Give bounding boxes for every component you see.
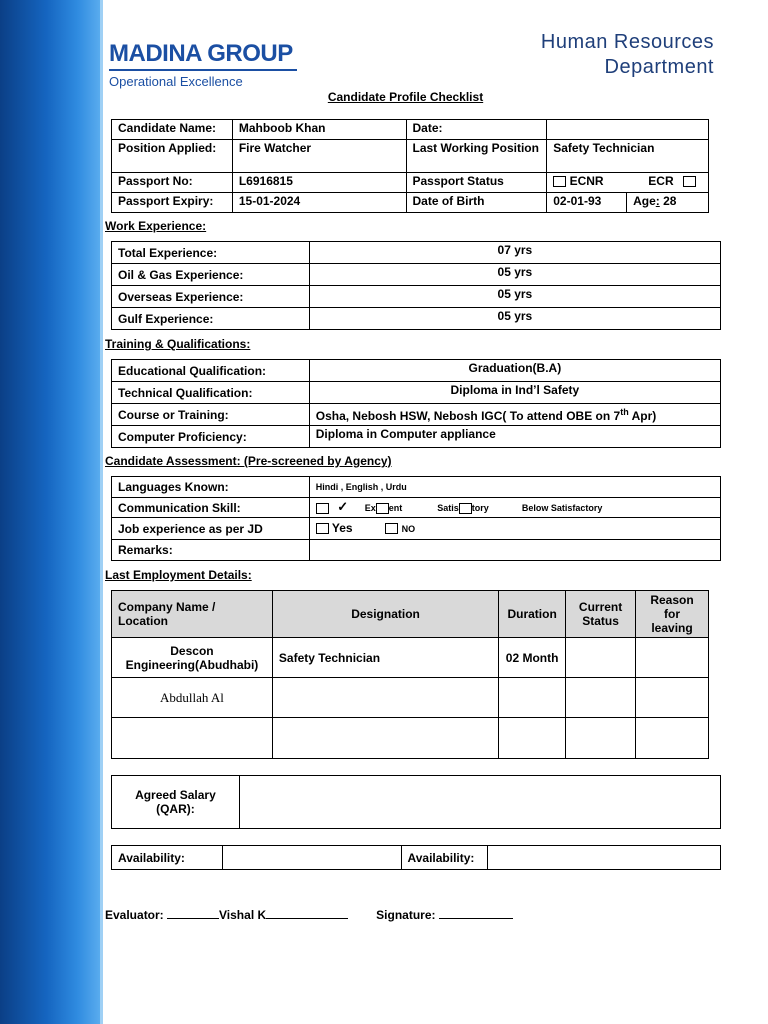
jd-options (309, 518, 720, 540)
oilgas-exp-label: Oil & Gas Experience: (112, 264, 310, 286)
candidate-name-value: Mahboob Khan (232, 120, 406, 140)
document-title: Candidate Profile Checklist (327, 90, 484, 104)
row2-designation (272, 678, 498, 718)
passport-label: Passport No: (112, 173, 233, 193)
availability-label-1: Availability: (112, 846, 223, 870)
ecnr-checkbox[interactable] (553, 176, 566, 187)
salary-label: Agreed Salary (QAR): (112, 776, 240, 829)
ecr-checkbox[interactable] (683, 176, 696, 187)
age-cell (627, 193, 709, 213)
row2-company-handwritten: Abdullah Al (112, 678, 273, 718)
course-sup: th (620, 407, 629, 417)
dob-value: 02-01-93 (547, 193, 627, 213)
oilgas-exp-value: 05 yrs (309, 264, 720, 286)
col-company: Company Name / Location (112, 591, 273, 638)
employment-table (111, 590, 709, 759)
age-label: Age (633, 194, 656, 208)
availability-value-2 (488, 846, 721, 870)
assessment-table (111, 476, 721, 561)
comm-checkbox-1[interactable] (316, 503, 329, 514)
signature-label: Signature: (376, 908, 439, 922)
department-line2: Department (604, 56, 714, 78)
comm-skill-label: Communication Skill: (112, 498, 310, 518)
course-text-end: Apr) (628, 409, 657, 423)
col-duration: Duration (499, 591, 566, 638)
age-colon: : (655, 194, 660, 208)
row1-duration: 02 Month (499, 638, 566, 678)
training-table (111, 359, 721, 448)
last-position-label: Last Working Position (406, 140, 547, 173)
row3-duration (499, 718, 566, 759)
department-line1: Human Resources (540, 31, 714, 53)
remarks-value (309, 540, 720, 561)
last-position-value: Safety Technician (547, 140, 709, 173)
gulf-exp-label: Gulf Experience: (112, 308, 310, 330)
row3-reason (636, 718, 709, 759)
candidate-info-table (111, 119, 709, 213)
work-experience-heading: Work Experience: (105, 219, 207, 233)
computer-value: Diploma in Computer appliance (309, 426, 720, 448)
row1-reason (636, 638, 709, 678)
col-current-status: Current Status (566, 591, 636, 638)
row1-designation: Safety Technician (272, 638, 498, 678)
col-reason: Reason for leaving (636, 591, 709, 638)
availability-table (111, 845, 721, 870)
row3-company (112, 718, 273, 759)
salary-value (239, 776, 720, 829)
row1-status (566, 638, 636, 678)
age-value: 28 (663, 194, 677, 208)
evaluator-name: Vishal K (219, 908, 267, 922)
check-icon: ✓ (337, 499, 349, 514)
overseas-exp-value: 05 yrs (309, 286, 720, 308)
overseas-exp-label: Overseas Experience: (112, 286, 310, 308)
course-label: Course or Training: (112, 404, 310, 426)
logo-underline (109, 69, 297, 71)
row1-company: Descon Engineering(Abudhabi) (112, 638, 273, 678)
passport-status-options (547, 173, 709, 193)
company-name: MADINA GROUP (109, 40, 293, 67)
edu-label: Educational Qualification: (112, 360, 310, 382)
no-checkbox[interactable] (385, 523, 398, 534)
remarks-label: Remarks: (112, 540, 310, 561)
yes-checkbox[interactable] (316, 523, 329, 534)
col-designation: Designation (272, 591, 498, 638)
assessment-heading: Candidate Assessment: (Pre-screened by Agency) (105, 454, 392, 468)
yes-label: Yes (331, 521, 353, 535)
satisfactory-checkbox[interactable] (459, 503, 472, 514)
candidate-name-label: Candidate Name: (112, 120, 233, 140)
course-value (309, 404, 720, 426)
comm-skill-options (309, 498, 720, 518)
date-value (547, 120, 709, 140)
languages-value: Hindi , English , Urdu (309, 477, 720, 498)
no-label: NO (401, 524, 416, 534)
total-exp-value: 07 yrs (309, 242, 720, 264)
languages-label: Languages Known: (112, 477, 310, 498)
department-title (541, 30, 714, 80)
employment-heading: Last Employment Details: (105, 568, 252, 582)
satisfactory-b: tory (471, 503, 489, 513)
excellent-a: Ex (364, 503, 376, 513)
row2-status (566, 678, 636, 718)
expiry-value: 15-01-2024 (232, 193, 406, 213)
satisfactory-a: Satis (437, 503, 459, 513)
work-experience-table (111, 241, 721, 330)
company-tagline: Operational Excellence (109, 74, 243, 89)
passport-status-label: Passport Status (406, 173, 547, 193)
position-value: Fire Watcher (232, 140, 406, 173)
ecr-label: ECR (648, 174, 674, 188)
below-satisfactory: Below Satisfactory (521, 503, 603, 513)
excellent-checkbox[interactable] (376, 503, 389, 514)
salary-table (111, 775, 721, 829)
expiry-label: Passport Expiry: (112, 193, 233, 213)
blue-sidebar-band (0, 0, 103, 1024)
footer-signoff (105, 908, 513, 922)
row2-duration (499, 678, 566, 718)
edu-value: Graduation(B.A) (309, 360, 720, 382)
excellent-b: ent (388, 503, 403, 513)
total-exp-label: Total Experience: (112, 242, 310, 264)
training-heading: Training & Qualifications: (105, 337, 251, 351)
course-text: Osha, Nebosh HSW, Nebosh IGC( To attend OBE on 7 (315, 409, 621, 423)
passport-value: L6916815 (232, 173, 406, 193)
availability-value-1 (222, 846, 401, 870)
tech-label: Technical Qualification: (112, 382, 310, 404)
evaluator-label: Evaluator: (105, 908, 168, 922)
position-label: Position Applied: (112, 140, 233, 173)
dob-label: Date of Birth (406, 193, 547, 213)
jd-label: Job experience as per JD (112, 518, 310, 540)
tech-value: Diploma in Ind’l Safety (309, 382, 720, 404)
row3-status (566, 718, 636, 759)
row2-reason (636, 678, 709, 718)
row3-designation (272, 718, 498, 759)
company-logo (109, 40, 297, 89)
gulf-exp-value: 05 yrs (309, 308, 720, 330)
date-label: Date: (406, 120, 547, 140)
ecnr-label: ECNR (569, 174, 604, 188)
computer-label: Computer Proficiency: (112, 426, 310, 448)
availability-label-2: Availability: (401, 846, 488, 870)
